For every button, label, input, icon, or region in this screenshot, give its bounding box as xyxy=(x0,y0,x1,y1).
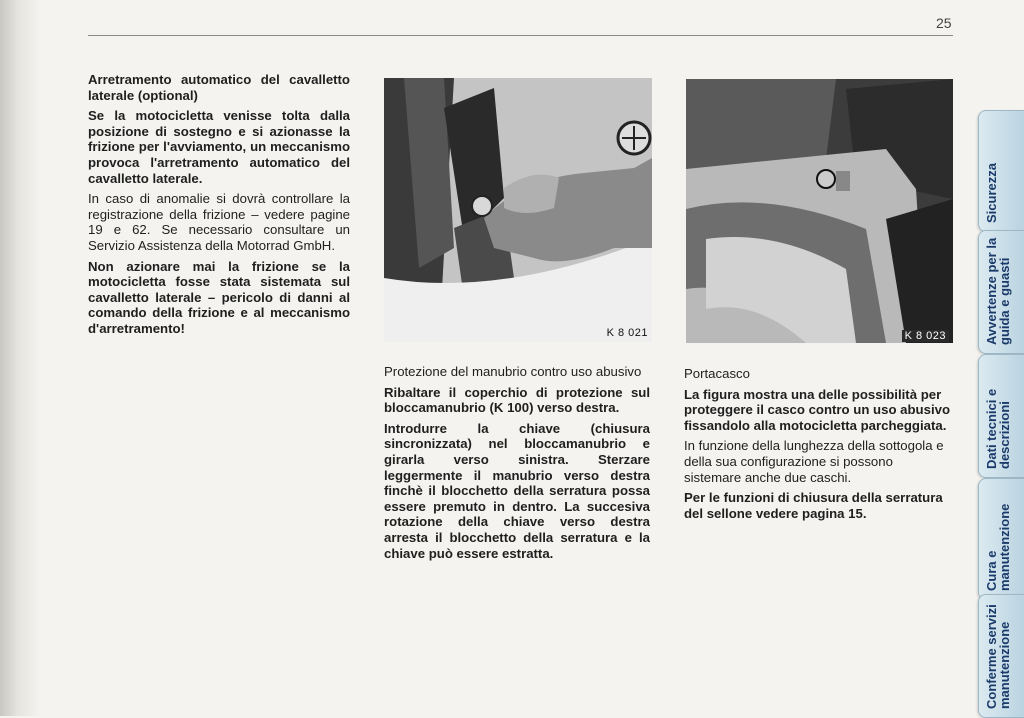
paragraph-sidestand-warning: Non azionare mai la frizione se la motocicletta fosse stata sistemata sul cavalletto laterale – pericolo di danni al comando della frizione e al meccanismo d'arretramento! xyxy=(88,258,350,336)
paragraph-lock-cover: Ribaltare il coperchio di protezione sul bloccamanubrio (K 100) verso destra. xyxy=(384,384,650,416)
paragraph-helmet-strap: In funzione della lunghezza della sottogola e della sua configurazione si possono sistemare anche due caschi. xyxy=(684,438,944,485)
photo-steering-lock xyxy=(384,78,652,342)
tab-avvertenze[interactable] xyxy=(978,230,1024,354)
section-heading-handlebar-lock: Protezione del manubrio contro uso abusivo xyxy=(384,364,642,379)
left-text-column xyxy=(88,72,350,342)
paragraph-sidestand-anomalies: In caso di anomalie si dovrà controllare la registrazione della frizione – vedere pagine 19 e 62. Se necessario consultare un Servizio Assistenza della Motorrad GmbH. xyxy=(88,191,350,253)
header-rule xyxy=(88,35,953,36)
tab-label-dati-tecnici: Dati tecnici e descrizioni xyxy=(984,388,1012,469)
tab-label-sicurezza: Sicurezza xyxy=(984,163,999,223)
section-index-tabs xyxy=(978,110,1024,716)
photo-code-left: K 8 021 xyxy=(606,327,648,339)
tab-conferme-servizi[interactable] xyxy=(978,594,1024,718)
paragraph-seat-lock: Per le funzioni di chiusura della serratura del sellone vedere pagina 15. xyxy=(684,490,943,521)
middle-text-column xyxy=(384,364,650,566)
tab-label-conferme: Conferme servizi manutenzione xyxy=(984,604,1012,709)
section-heading-sidestand: Arretramento automatico del cavalletto laterale (optional) xyxy=(88,72,350,103)
paragraph-helmet-intro: La figura mostra una delle possibilità per proteggere il casco contro un uso abusivo fissandolo alla motocicletta parcheggiata. xyxy=(684,386,950,433)
tab-dati-tecnici[interactable] xyxy=(978,354,1024,478)
tab-label-cura: Cura e manutenzione xyxy=(984,503,1012,591)
tab-label-avvertenze: Avvertenze per la guida e guasti xyxy=(984,237,1012,345)
tab-sicurezza[interactable] xyxy=(978,110,1024,232)
photo-code-right: K 8 023 xyxy=(902,330,949,342)
right-text-column xyxy=(684,366,952,526)
page-binding-shadow xyxy=(0,0,40,716)
paragraph-sidestand-intro: Se la motocicletta venisse tolta dalla posizione di sostegno e si azionasse la frizione per l'avviamento, un meccanismo provoca l'arretramento automatico del cavalletto laterale. xyxy=(88,108,350,186)
section-heading-helmet-holder: Portacasco xyxy=(684,366,750,381)
tab-cura-manutenzione[interactable] xyxy=(978,478,1024,600)
paragraph-lock-key: Introdurre la chiave (chiusura sincronizzata) nel bloccamanubrio e girarla verso sinistra. Sterzare leggermente il manubrio verso destra finchè il blocchetto della serratura possa essere premuto in dentro. La succesiva rotazione della chiave verso destra arresta il blocchetto della serratura e la chiave può essere estratta. xyxy=(384,420,650,561)
page-number: 25 xyxy=(936,15,952,31)
photo-helmet-holder xyxy=(686,79,953,343)
